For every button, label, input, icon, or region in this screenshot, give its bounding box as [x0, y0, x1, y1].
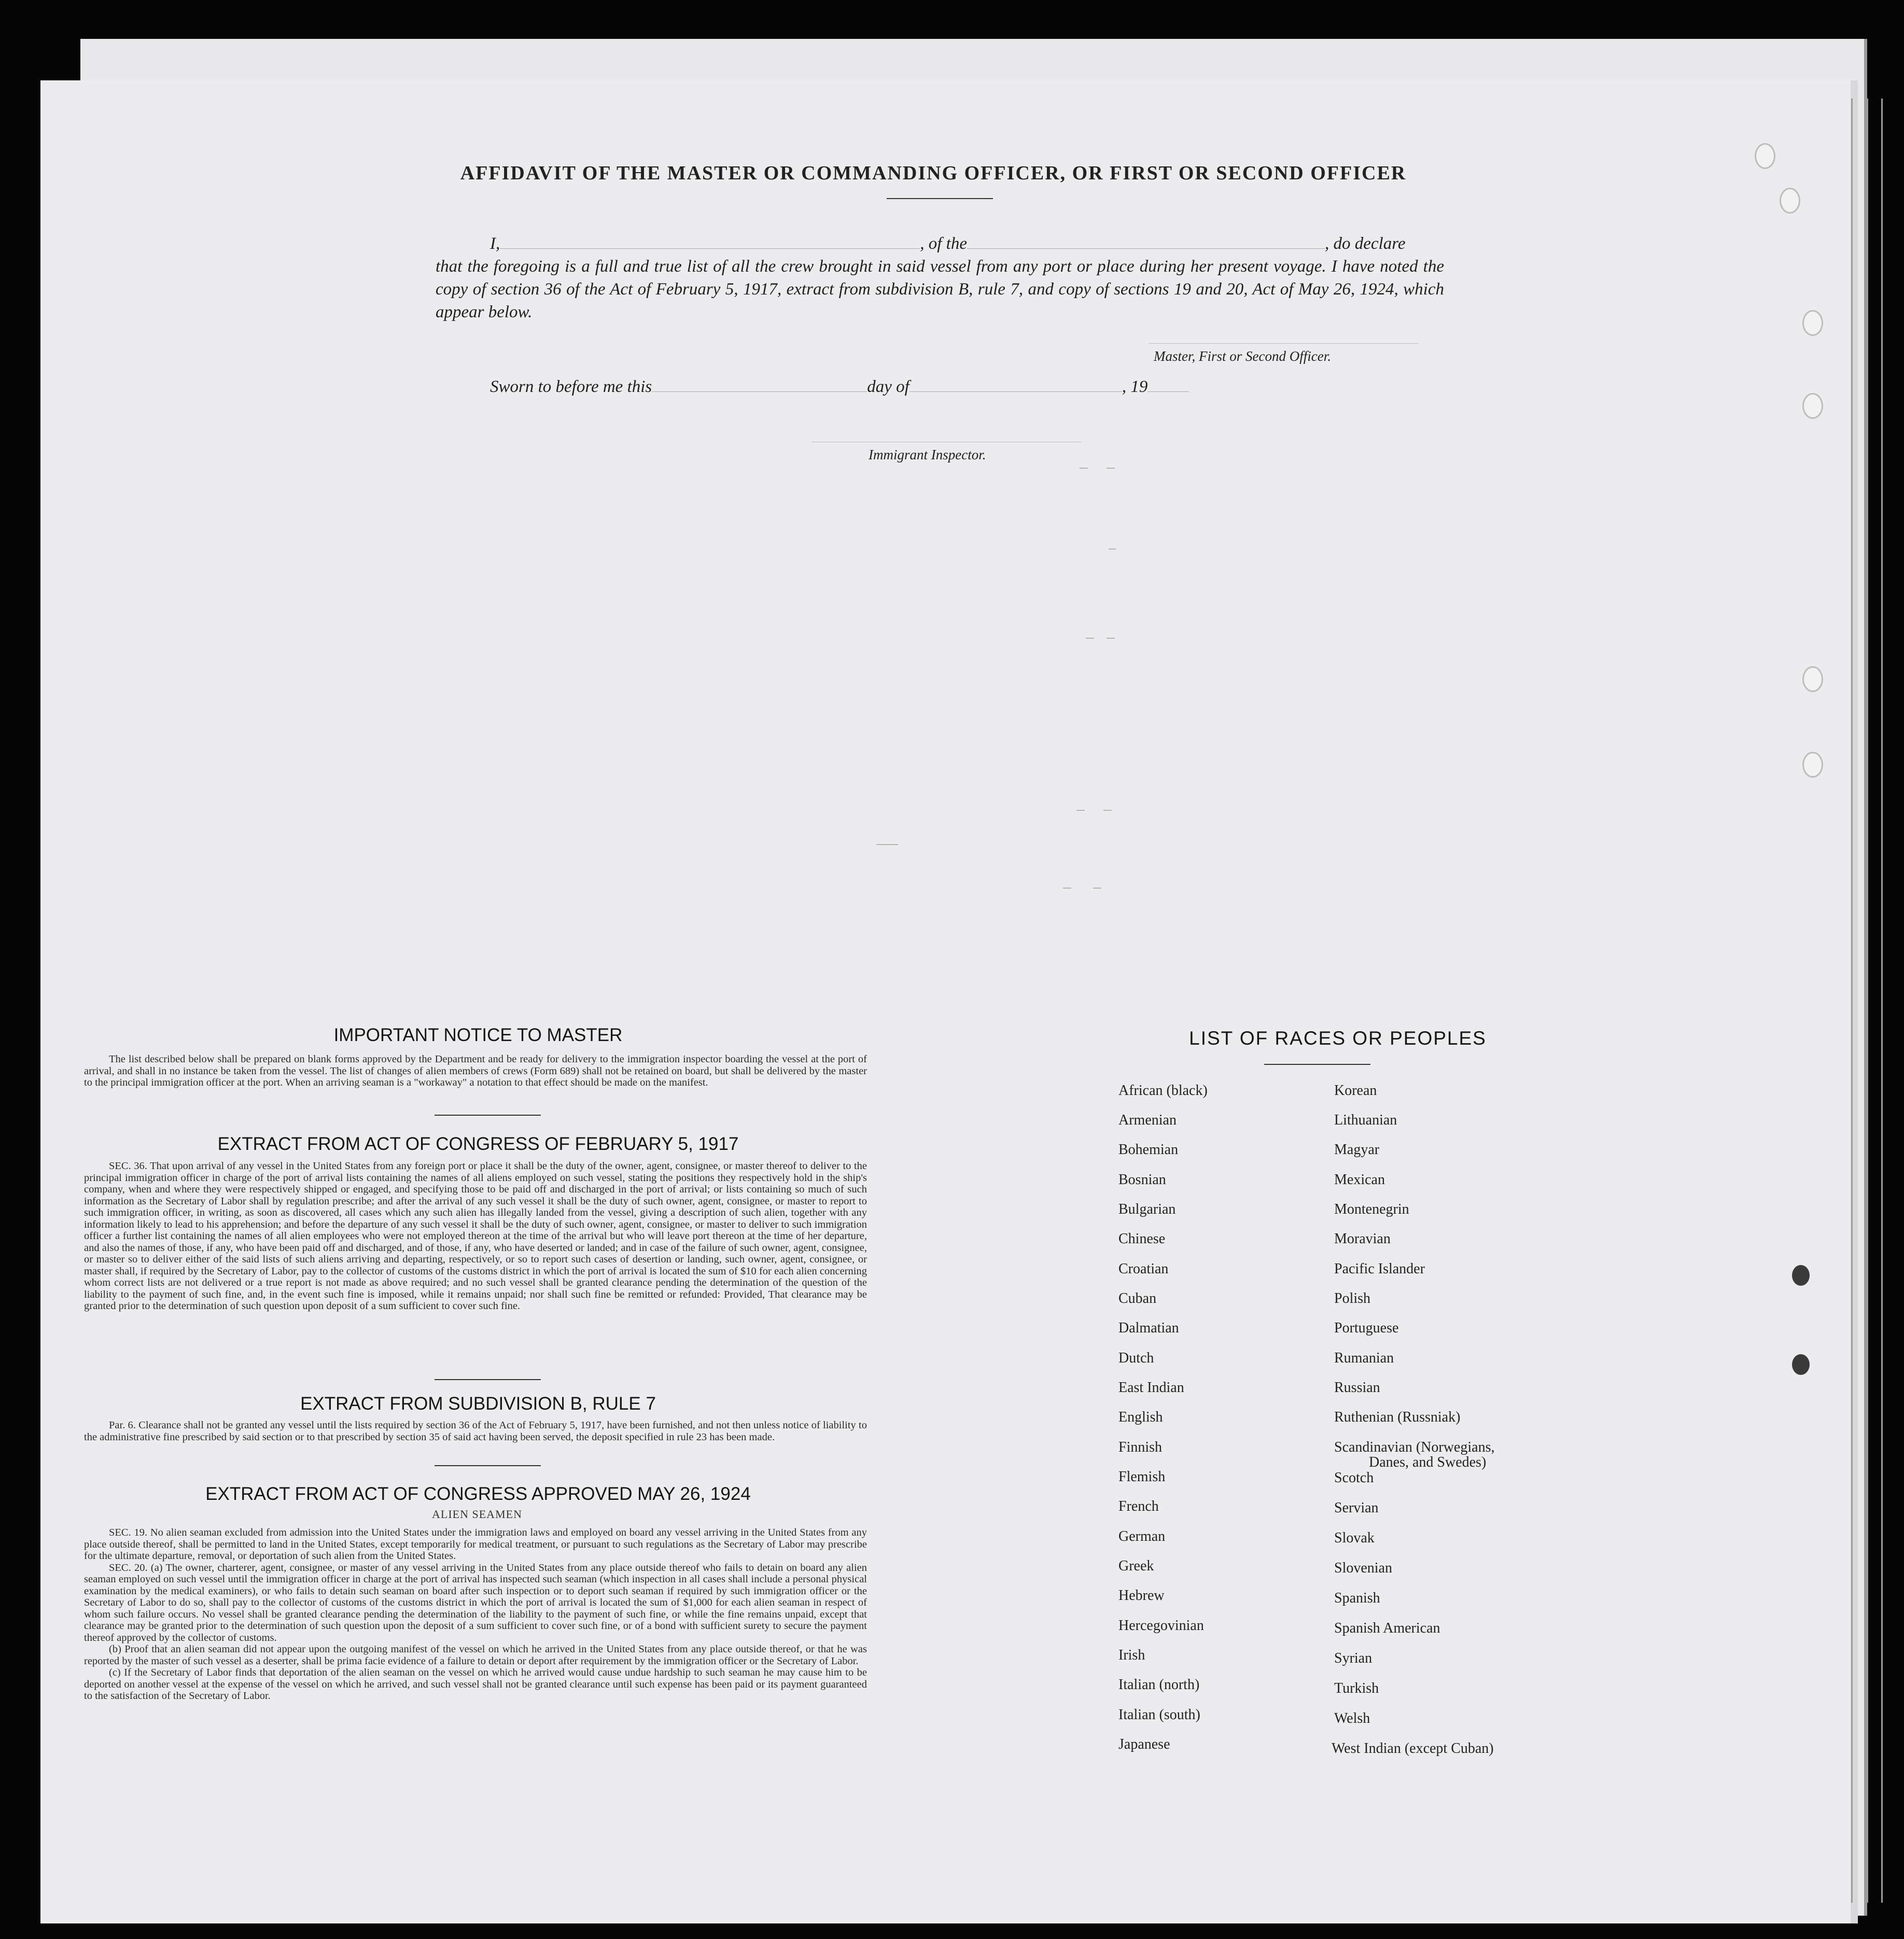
race-item: Dalmatian: [1118, 1320, 1179, 1336]
stray-mark: [1076, 810, 1085, 811]
stray-mark: [1107, 638, 1115, 639]
race-item: Magyar: [1334, 1142, 1380, 1158]
race-item: Ruthenian (Russniak): [1334, 1409, 1461, 1425]
race-item: Bulgarian: [1118, 1201, 1176, 1217]
race-item: Spanish: [1334, 1590, 1380, 1606]
day-of-label: day of: [867, 377, 909, 396]
race-item: African (black): [1118, 1083, 1208, 1099]
par-6-paragraph: Par. 6. Clearance shall not be granted any vessel until the lists required by section 36 of the Act of February 5, 1917, have been furnished, and not then unless notice of liability to the administrative fine prescribed by said section or to that prescribed by section 35 of said act having been served, the deposit specified in rule 23 has been made.: [84, 1420, 867, 1443]
stray-mark: [1086, 638, 1094, 639]
race-item: Scandinavian (Norwegians,: [1334, 1439, 1495, 1455]
binder-hole-icon: [1802, 752, 1823, 778]
race-item: Hercegovinian: [1118, 1618, 1204, 1634]
inspector-label: Immigrant Inspector.: [869, 447, 986, 462]
stray-mark: [1107, 468, 1115, 469]
of-the-label: , of the: [920, 234, 967, 253]
notice-title: IMPORTANT NOTICE TO MASTER: [333, 1025, 623, 1045]
declarant-prefix: I,: [490, 234, 500, 253]
affidavit-title: AFFIDAVIT OF THE MASTER OR COMMANDING OFFICER, OR FIRST OR SECOND OFFICER: [460, 162, 1407, 184]
race-item: Rumanian: [1334, 1350, 1394, 1366]
race-item: Moravian: [1334, 1231, 1391, 1247]
race-item: Croatian: [1118, 1261, 1169, 1277]
race-item: West Indian (except Cuban): [1332, 1740, 1494, 1757]
section-rule: [435, 1379, 541, 1380]
race-item: Polish: [1334, 1290, 1371, 1306]
race-item: Irish: [1118, 1647, 1145, 1663]
race-item: German: [1118, 1528, 1166, 1544]
declaration-text: that the foregoing is a full and true list of all the crew brought in said vessel from any port or place during her present voyage. I have noted the copy of section 36 of the Act of February 5, 1917, extract from subdivision B, rule 7, and copy of sections 19 and 20, Act of May 26, 1924, which appear below.: [436, 257, 1444, 321]
stray-mark: [1063, 888, 1071, 889]
section-20a-paragraph: SEC. 20. (a) The owner, charterer, agent, consignee, or master of any vessel arriving in the United States from any place outside thereof who fails to detain on board any alien seaman employed on such vessel until the immigration officer in charge at the port of arrival has inspected such seaman (which inspection in all cases shall include a personal physical examination by the medical examiners), or who fails to detain such seaman on board after such inspection or to deport such seaman if required by such immigration officer or the Secretary of Labor to do so, shall pay to the collector of customs of the customs district in which the port of arrival is located the sum of $1,000 for each alien seaman in respect of whom such failure occurs. No vessel shall be granted clearance pending the determination of the liability to the payment of such fine, or while the fine remains unpaid, except that clearance may be granted prior to the determination of such question upon the deposit of a sum sufficient to cover such fine, or of a bond with sufficient surety to secure the payment thereof approved by the collector of customs.: [84, 1562, 867, 1643]
signature-line[interactable]: [1149, 343, 1418, 344]
race-item: Lithuanian: [1334, 1112, 1397, 1128]
extract-rule7-text: [84, 1420, 867, 1443]
notice-text: [84, 1053, 867, 1089]
punch-mark-icon: [1792, 1265, 1810, 1286]
races-title: LIST OF RACES OR PEOPLES: [1189, 1028, 1487, 1049]
race-item: Spanish American: [1334, 1620, 1440, 1636]
race-item: Dutch: [1118, 1350, 1154, 1366]
race-item: Syrian: [1334, 1650, 1373, 1666]
race-item: French: [1118, 1498, 1159, 1514]
race-item: Mexican: [1334, 1172, 1385, 1188]
binder-hole-icon: [1755, 143, 1775, 169]
stray-mark: [876, 844, 898, 845]
race-item: Pacific Islander: [1334, 1261, 1425, 1277]
race-item: Italian (north): [1118, 1677, 1200, 1693]
sworn-prefix: Sworn to before me this: [490, 377, 652, 396]
race-item: Finnish: [1118, 1439, 1163, 1455]
extract-1917-title: EXTRACT FROM ACT OF CONGRESS OF FEBRUARY 5, 1917: [217, 1134, 739, 1154]
race-item: Bohemian: [1118, 1142, 1179, 1158]
race-item: Portuguese: [1334, 1320, 1399, 1336]
extract-1924-text: [84, 1527, 867, 1702]
race-item: Montenegrin: [1334, 1201, 1409, 1217]
race-item: Greek: [1118, 1558, 1154, 1574]
notice-paragraph: The list described below shall be prepared on blank forms approved by the Department and be ready for delivery to the immigration inspector boarding the vessel at the port of arrival, and shall in no instance be taken from the vessel. The list of changes of alien members of crews (Form 689) shall not be retained on board, but shall be delivered by the master to the principal immigration officer at the port. When an arriving seaman is a "workaway" a notation to that effect should be made on the manifest.: [84, 1053, 867, 1088]
race-item: Italian (south): [1118, 1707, 1200, 1723]
vessel-field[interactable]: [967, 248, 1325, 249]
sworn-line: [490, 377, 1189, 397]
race-item: Bosnian: [1118, 1172, 1166, 1188]
extract-rule7-title: EXTRACT FROM SUBDIVISION B, RULE 7: [300, 1394, 656, 1414]
section-rule: [435, 1115, 541, 1116]
race-item: Turkish: [1334, 1680, 1379, 1696]
page-edge: [1881, 99, 1883, 1903]
do-declare-label: , do declare: [1324, 234, 1406, 253]
race-item: English: [1118, 1409, 1163, 1425]
race-item: Japanese: [1118, 1736, 1170, 1752]
section-rule: [435, 1465, 541, 1466]
year-prefix: , 19: [1122, 377, 1148, 396]
race-item: Korean: [1334, 1083, 1377, 1099]
page-edge: [1867, 99, 1868, 1903]
sworn-day-field[interactable]: [652, 391, 867, 392]
sworn-month-field[interactable]: [909, 391, 1122, 392]
race-item: Scotch: [1334, 1470, 1374, 1486]
binder-hole-icon: [1802, 310, 1823, 336]
binder-hole-icon: [1780, 188, 1800, 214]
stray-mark: [1093, 888, 1101, 889]
extract-1924-title: EXTRACT FROM ACT OF CONGRESS APPROVED MAY 26, 1924: [205, 1484, 751, 1504]
title-rule: [887, 198, 993, 199]
section-20b-paragraph: (b) Proof that an alien seaman did not appear upon the outgoing manifest of the vessel on which he arrived in the United States from any place outside thereof, or that he was reported by the master of such vessel as a deserter, shall be prima facie evidence of a failure to detain or deport after requirement by the immigration officer or the Secretary of Labor.: [84, 1643, 867, 1667]
sworn-year-field[interactable]: [1147, 391, 1189, 392]
race-item: Welsh: [1334, 1710, 1370, 1726]
race-item: Hebrew: [1118, 1587, 1165, 1604]
stray-mark: [1109, 549, 1116, 550]
race-item: Russian: [1334, 1380, 1380, 1396]
race-item: Danes, and Swedes): [1369, 1454, 1487, 1470]
race-item: Armenian: [1118, 1112, 1177, 1128]
binder-hole-icon: [1802, 666, 1823, 692]
page-edge: [1851, 99, 1853, 1903]
master-signature-label: Master, First or Second Officer.: [1154, 348, 1331, 364]
race-item: Slovenian: [1334, 1560, 1392, 1576]
binder-hole-icon: [1802, 393, 1823, 419]
race-item: Slovak: [1334, 1530, 1375, 1546]
section-20c-paragraph: (c) If the Secretary of Labor finds that deportation of the alien seaman on the vessel on which he arrived would cause undue hardship to such seaman he may cause him to be deported on another vessel at the expense of the vessel on which he arrived, and such vessel shall not be granted clearance until such expense has been paid or its payment guaranteed to the satisfaction of the Secretary of Labor.: [84, 1667, 867, 1702]
stray-mark: [1080, 468, 1088, 469]
races-rule: [1264, 1064, 1370, 1065]
race-item: Cuban: [1118, 1290, 1157, 1306]
extract-1917-text: [84, 1160, 867, 1312]
declarant-name-field[interactable]: [500, 248, 920, 249]
stray-mark: [1103, 810, 1112, 811]
punch-mark-icon: [1792, 1354, 1810, 1375]
alien-seamen-subtitle: ALIEN SEAMEN: [432, 1508, 522, 1521]
race-item: Flemish: [1118, 1469, 1166, 1485]
race-item: Servian: [1334, 1500, 1379, 1516]
race-item: East Indian: [1118, 1380, 1184, 1396]
section-36-paragraph: SEC. 36. That upon arrival of any vessel in the United States from any foreign port or place it shall be the duty of the owner, agent, consignee, or master thereof to deliver to the principal immigration officer in charge of the port of arrival lists containing the names of all aliens employed on such vessel, stating the positions they respectively hold in the ship's company, when and where they were respectively shipped or engaged, and specifying those to be paid off and discharged in the port of arrival; or lists containing so much of such information as the Secretary of Labor shall by regulation prescribe; and after the arrival of any such vessel it shall be the duty of such owner, agent, consignee, or master to report to such immigration officer, in writing, as soon as discovered, all cases which any such alien has illegally landed from the vessel, giving a description of such alien, together with any information likely to lead to his apprehension; and before the departure of any such vessel it shall be the duty of such owner, agent, consignee, or master to deliver to such immigration officer a further list containing the names of all alien employees who were not employed thereon at the time of the arrival but who will leave port thereon at the time of her departure, and also the names of those, if any, who have been paid off and discharged, and of those, if any, who have deserted or landed; and in case of the failure of such owner, agent, consignee, or master so to deliver either of the said lists of such aliens arriving and departing, respectively, or so to report such cases of desertion or landing, such owner, agent, consignee, or master shall, if required by the Secretary of Labor, pay to the collector of customs of the customs district in which the port of arrival is located the sum of $10 for each alien concerning whom correct lists are not delivered or a true report is not made as above required; and no such vessel shall be granted clearance pending the determination of the question of the liability to the payment of such fine, and, in the event such fine is imposed, while it remains unpaid; nor shall such fine be remitted or refunded: Provided, That clearance may be granted prior to the determination of such question upon deposit of a sum sufficient to cover such fine.: [84, 1160, 867, 1312]
declarant-line: [436, 234, 1444, 254]
section-19-paragraph: SEC. 19. No alien seaman excluded from admission into the United States under the immigration laws and employed on board any vessel arriving in the United States from any place outside thereof, shall be permitted to land in the United States, except temporarily for medical treatment, or pursuant to such regulations as the Secretary of Labor may prescribe for the ultimate departure, removal, or deportation of such alien from the United States.: [84, 1527, 867, 1562]
race-item: Chinese: [1118, 1231, 1166, 1247]
